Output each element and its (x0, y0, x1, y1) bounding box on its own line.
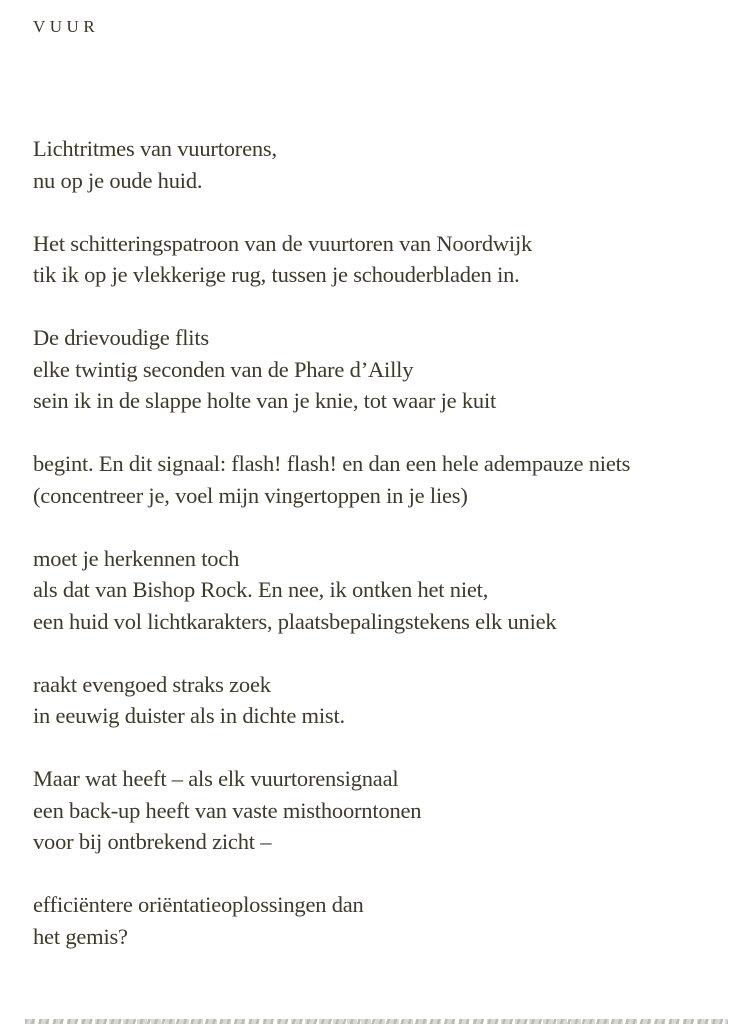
poem-line: nu op je oude huid. (33, 167, 203, 193)
stanza (33, 889, 742, 952)
poem-line: voor bij ontbrekend zicht – (33, 829, 272, 854)
page-bottom-cutoff-marks (25, 1019, 728, 1024)
stanza (33, 322, 742, 417)
stanza (33, 763, 742, 858)
poem-line: een huid vol lichtkarakters, plaatsbepalingstekens elk uniek (33, 608, 557, 634)
poem-line: (concentreer je, voel mijn vingertoppen in je lies) (33, 482, 468, 508)
page-title: VUUR (33, 17, 100, 36)
poem-line: als dat van Bishop Rock. En nee, ik ontken het niet, (33, 577, 489, 602)
stanza (33, 228, 742, 291)
poem-line: Lichtritmes van vuurtorens, (33, 136, 277, 161)
poem-line: raakt evengoed straks zoek (33, 671, 271, 697)
poem-line: Het schitteringspatroon van de vuurtoren van Noordwijk (33, 230, 533, 256)
stanza (33, 448, 742, 511)
poem-line: Maar wat heeft – als elk vuurtorensignaal (33, 766, 399, 791)
poem-line: elke twintig seconden van de Phare d’Ailly (33, 356, 414, 382)
stanza (33, 669, 742, 732)
poem-line: efficiëntere oriëntatieoplossingen dan (33, 892, 364, 917)
poem-line: tik ik op je vlekkerige rug, tussen je schouderbladen in. (33, 262, 520, 287)
poem-line: sein ik in de slappe holte van je knie, tot waar je kuit (33, 388, 497, 413)
stanza (33, 133, 742, 196)
poem-line: in eeuwig duister als in dichte mist. (33, 703, 345, 728)
poem-line: het gemis? (33, 923, 128, 949)
poem-line: een back-up heeft van vaste misthoorntonen (33, 797, 422, 823)
poem-line: moet je herkennen toch (33, 545, 240, 571)
stanza (33, 543, 742, 638)
poem (33, 133, 742, 952)
poem-line: De drievoudige flits (33, 325, 209, 350)
poem-line: begint. En dit signaal: flash! flash! en dan een hele adempauze niets (33, 451, 631, 476)
